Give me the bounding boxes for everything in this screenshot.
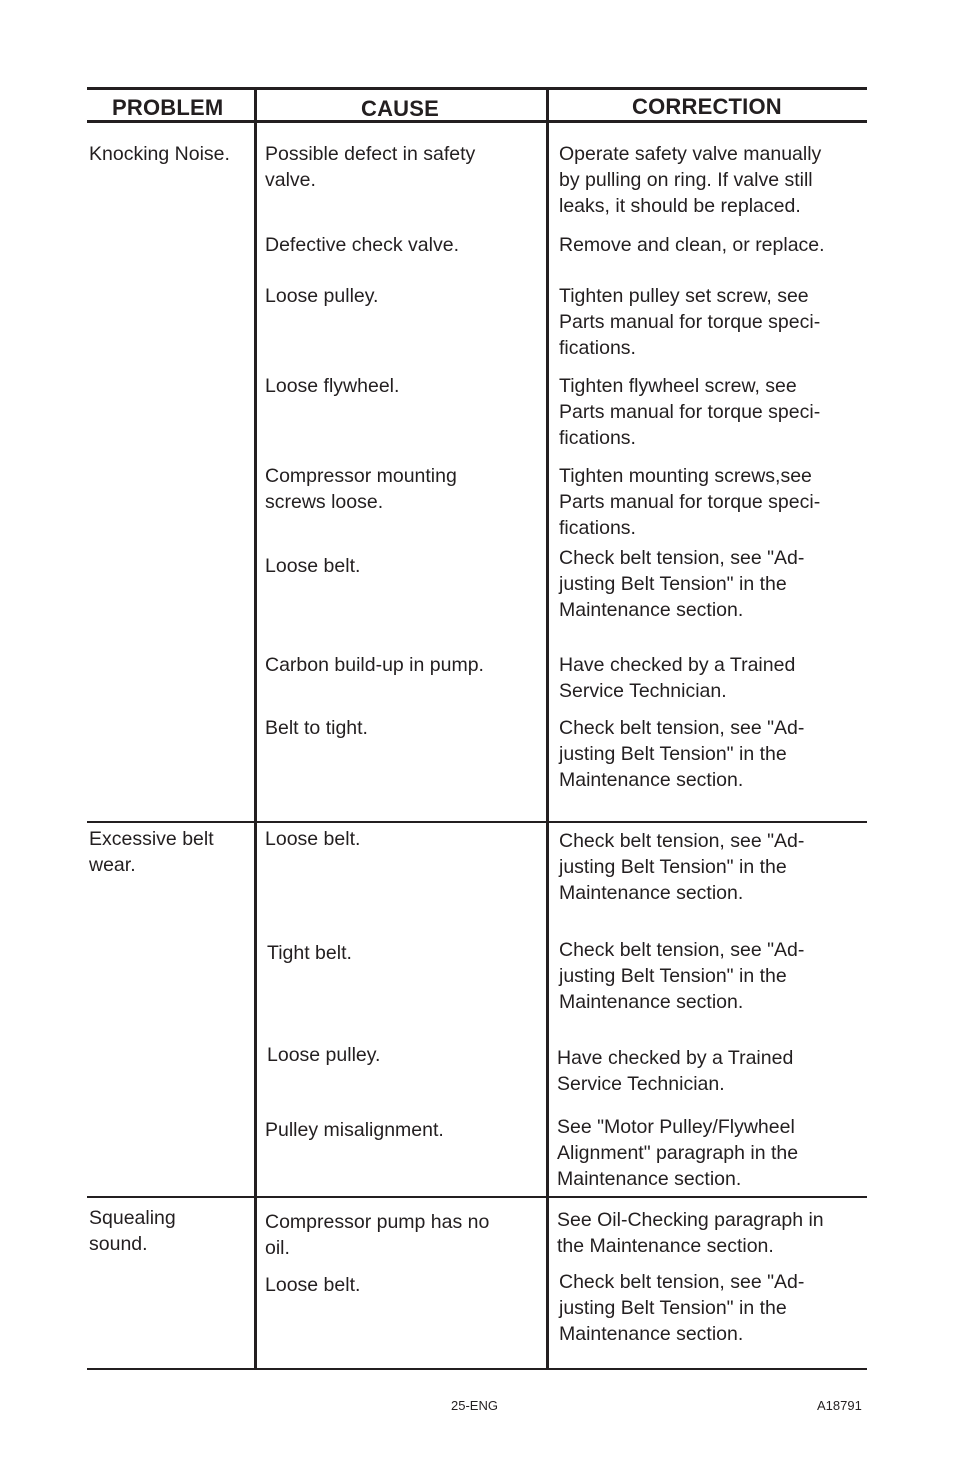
bottom-rule (87, 1368, 867, 1370)
cause-cell: Belt to tight. (265, 717, 368, 739)
top-rule (87, 87, 867, 90)
correction-cell: Have checked by a Trained Service Technician. (557, 1047, 794, 1095)
cause-cell: Loose belt. (265, 1274, 361, 1296)
correction-cell: Check belt tension, see "Ad- justing Belt Tension" in the Maintenance section. (559, 1271, 805, 1345)
group-divider-2 (87, 1196, 867, 1198)
header-cause: CAUSE (361, 96, 440, 121)
column-divider-1 (254, 88, 257, 1370)
problem-cell: Knocking Noise. (89, 143, 230, 165)
correction-cell: Check belt tension, see "Ad- justing Belt Tension" in the Maintenance section. (559, 547, 805, 621)
problem-cell: Excessive belt wear. (89, 828, 214, 876)
correction-cell: Tighten pulley set screw, see Parts manual for torque speci- fications. (559, 285, 821, 359)
correction-cell: Check belt tension, see "Ad- justing Belt Tension" in the Maintenance section. (559, 830, 805, 904)
cause-cell: Carbon build-up in pump. (265, 654, 484, 676)
correction-cell: Operate safety valve manually by pulling on ring. If valve still leaks, it should be replaced. (559, 143, 822, 217)
cause-cell: Loose pulley. (267, 1044, 381, 1066)
cause-cell: Loose flywheel. (265, 375, 400, 397)
correction-cell: See "Motor Pulley/Flywheel Alignment" paragraph in the Maintenance section. (557, 1116, 799, 1190)
correction-cell: See Oil-Checking paragraph in the Maintenance section. (557, 1209, 824, 1257)
cause-cell: Loose belt. (265, 828, 361, 850)
header-correction: CORRECTION (632, 94, 782, 119)
correction-cell: Tighten mounting screws,see Parts manual for torque speci- fications. (559, 465, 821, 539)
problem-cell: Squealing sound. (89, 1207, 176, 1255)
column-divider-2 (546, 88, 549, 1370)
cause-cell: Loose belt. (265, 555, 361, 577)
cause-cell: Possible defect in safety valve. (265, 143, 476, 191)
correction-cell: Tighten flywheel screw, see Parts manual for torque speci- fications. (559, 375, 821, 449)
header-problem: PROBLEM (112, 95, 224, 120)
cause-cell: Compressor mounting screws loose. (265, 465, 457, 513)
document-code: A18791 (817, 1398, 862, 1413)
page-number: 25-ENG (451, 1398, 498, 1413)
cause-cell: Pulley misalignment. (265, 1119, 444, 1141)
header-underline-cause-correction (256, 120, 867, 123)
correction-cell: Check belt tension, see "Ad- justing Belt Tension" in the Maintenance section. (559, 939, 805, 1013)
correction-cell: Check belt tension, see "Ad- justing Belt Tension" in the Maintenance section. (559, 717, 805, 791)
group-divider-1 (87, 821, 867, 823)
correction-cell: Have checked by a Trained Service Technician. (559, 654, 796, 702)
cause-cell: Tight belt. (267, 942, 352, 964)
correction-cell: Remove and clean, or replace. (559, 234, 825, 256)
cause-cell: Loose pulley. (265, 285, 379, 307)
cause-cell: Compressor pump has no oil. (265, 1211, 490, 1259)
cause-cell: Defective check valve. (265, 234, 460, 256)
